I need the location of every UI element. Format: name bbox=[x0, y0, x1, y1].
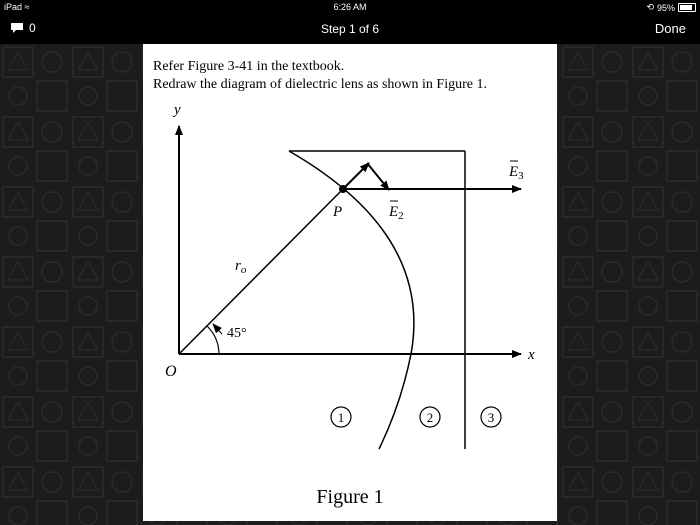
region-marker-1 bbox=[331, 407, 351, 427]
figure-caption: Figure 1 bbox=[316, 486, 384, 508]
page-title: Step 1 of 6 bbox=[320, 22, 380, 36]
battery-icon bbox=[678, 3, 696, 12]
e2-vector-diag bbox=[367, 163, 389, 190]
wifi-icon: ≈ bbox=[24, 2, 30, 12]
nav-bar bbox=[0, 14, 700, 44]
angle-label: 45° bbox=[227, 326, 247, 341]
device-name: iPad bbox=[4, 2, 23, 12]
svg-text:2: 2 bbox=[426, 410, 434, 425]
status-bar bbox=[0, 0, 700, 14]
region-marker-3 bbox=[481, 407, 501, 427]
svg-text:1: 1 bbox=[337, 410, 345, 425]
angle-arc bbox=[207, 326, 219, 354]
region-marker-2 bbox=[420, 407, 440, 427]
point-p-label: P bbox=[333, 204, 343, 220]
y-axis-label: y bbox=[174, 102, 181, 118]
lens-diagram bbox=[143, 44, 557, 521]
e3-label: $E_3$ bbox=[509, 164, 524, 182]
svg-text:3: 3 bbox=[487, 410, 495, 425]
problem-line-2: Redraw the diagram of dielectric lens as shown in Figure 1. bbox=[153, 77, 487, 92]
status-time: 6:26 AM bbox=[333, 2, 367, 12]
lens-curved-surface bbox=[289, 151, 414, 449]
e2-vector-up bbox=[343, 163, 369, 189]
done-button[interactable]: Done bbox=[654, 21, 686, 36]
x-axis-label: x bbox=[528, 347, 535, 363]
radius-line bbox=[179, 189, 343, 354]
angle-leader bbox=[213, 324, 222, 334]
status-right bbox=[646, 2, 696, 13]
radius-label: $r_o$ bbox=[235, 258, 247, 276]
solution-card bbox=[143, 44, 557, 521]
rotation-lock-icon: ⟲ bbox=[646, 2, 654, 12]
problem-line-1: Refer Figure 3-41 in the textbook. bbox=[153, 59, 345, 74]
comment-count: 0 bbox=[29, 21, 36, 35]
origin-label: O bbox=[165, 363, 177, 380]
e2-label: $E_2$ bbox=[389, 204, 404, 222]
battery-percent: 95% bbox=[656, 2, 675, 13]
